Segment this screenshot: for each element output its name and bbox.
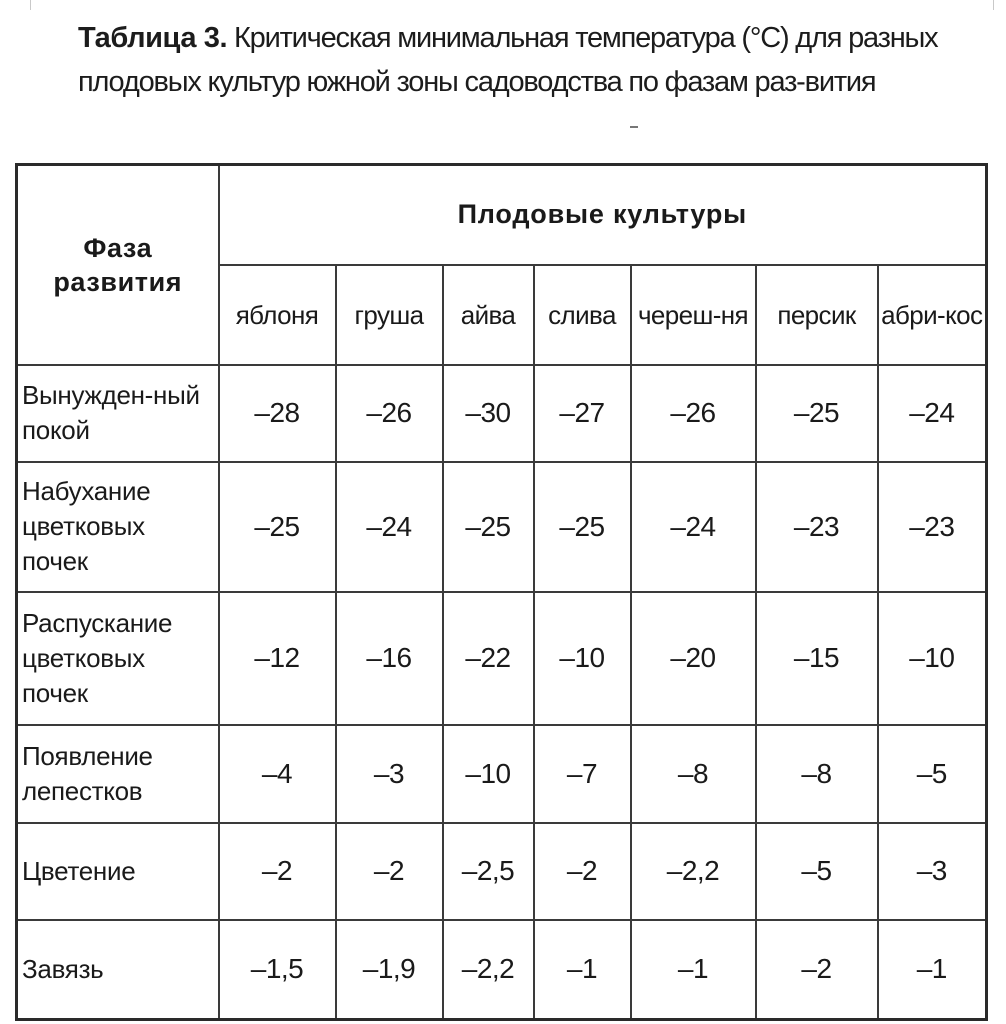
temperature-cell: –3 — [878, 823, 987, 920]
temperature-cell: –7 — [534, 725, 631, 823]
table-row — [17, 725, 987, 823]
temperature-cell: –23 — [878, 462, 987, 592]
temperature-cell: –25 — [443, 462, 534, 592]
temperature-cell: –10 — [443, 725, 534, 823]
temperature-cell: –30 — [443, 365, 534, 462]
temperature-cell: –24 — [631, 462, 756, 592]
temperature-cell: –8 — [756, 725, 878, 823]
phase-cell: Появление лепестков — [17, 725, 219, 823]
crop-header: яблоня — [219, 265, 336, 365]
temperature-cell: –2,2 — [631, 823, 756, 920]
crop-header: персик — [756, 265, 878, 365]
phase-column-header: Фаза развития — [17, 165, 219, 365]
caption-label: Таблица 3. — [78, 22, 228, 54]
temperature-cell: –2 — [534, 823, 631, 920]
table-row — [17, 920, 987, 1020]
temperature-cell: –1,5 — [219, 920, 336, 1020]
temperature-table — [15, 163, 988, 1021]
temperature-cell: –1,9 — [336, 920, 443, 1020]
temperature-cell: –5 — [756, 823, 878, 920]
temperature-cell: –3 — [336, 725, 443, 823]
table-row — [17, 592, 987, 725]
temperature-cell: –10 — [534, 592, 631, 725]
temperature-cell: –15 — [756, 592, 878, 725]
temperature-cell: –20 — [631, 592, 756, 725]
temperature-cell: –10 — [878, 592, 987, 725]
temperature-cell: –4 — [219, 725, 336, 823]
temperature-cell: –24 — [336, 462, 443, 592]
phase-cell: Завязь — [17, 920, 219, 1020]
temperature-cell: –25 — [756, 365, 878, 462]
temperature-cell: –28 — [219, 365, 336, 462]
temperature-cell: –24 — [878, 365, 987, 462]
header-row-group — [17, 165, 987, 265]
temperature-cell: –25 — [534, 462, 631, 592]
table-row — [17, 462, 987, 592]
temperature-cell: –12 — [219, 592, 336, 725]
phase-cell: Цветение — [17, 823, 219, 920]
stray-mark — [630, 126, 638, 128]
temperature-cell: –26 — [631, 365, 756, 462]
phase-cell: Распускание цветковых почек — [17, 592, 219, 725]
crop-header: груша — [336, 265, 443, 365]
temperature-cell: –8 — [631, 725, 756, 823]
page-top-border — [30, 0, 994, 10]
temperature-cell: –2 — [219, 823, 336, 920]
temperature-cell: –2,2 — [443, 920, 534, 1020]
temperature-cell: –16 — [336, 592, 443, 725]
table-row — [17, 365, 987, 462]
crop-header: айва — [443, 265, 534, 365]
phase-cell: Набухание цветковых почек — [17, 462, 219, 592]
crop-header: череш-ня — [631, 265, 756, 365]
temperature-cell: –22 — [443, 592, 534, 725]
temperature-cell: –2 — [336, 823, 443, 920]
crop-header: абри-кос — [878, 265, 987, 365]
temperature-cell: –25 — [219, 462, 336, 592]
temperature-cell: –23 — [756, 462, 878, 592]
phase-cell: Вынужден-ный покой — [17, 365, 219, 462]
crop-header: слива — [534, 265, 631, 365]
temperature-cell: –27 — [534, 365, 631, 462]
temperature-cell: –26 — [336, 365, 443, 462]
table-row — [17, 823, 987, 920]
crops-group-header: Плодовые культуры — [219, 165, 987, 265]
table-caption — [78, 16, 996, 104]
temperature-cell: –1 — [534, 920, 631, 1020]
temperature-cell: –2,5 — [443, 823, 534, 920]
caption-text: Критическая минимальная температура (°С) для разных плодовых культур южной зоны садоводства по фазам раз-вития — [78, 22, 938, 98]
temperature-cell: –1 — [878, 920, 987, 1020]
temperature-cell: –1 — [631, 920, 756, 1020]
temperature-cell: –5 — [878, 725, 987, 823]
temperature-cell: –2 — [756, 920, 878, 1020]
